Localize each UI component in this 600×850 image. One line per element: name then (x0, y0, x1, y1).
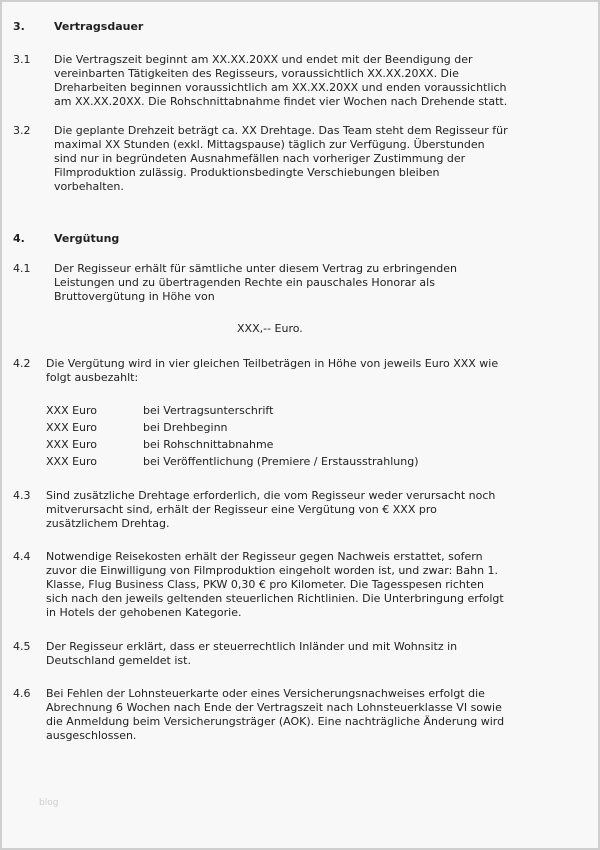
paragraph-p42 (46, 357, 498, 385)
payment-milestone: bei Drehbeginn (143, 421, 228, 434)
paragraph-number: 4.6 (13, 687, 31, 700)
section-4-title: Vergütung (54, 232, 120, 245)
payment-amount: XXX Euro (46, 455, 98, 468)
paragraph-p31 (54, 53, 507, 109)
section-4-number: 4. (13, 232, 25, 245)
paragraph-line: Dreharbeiten beginnen voraussichtlich am XX.XX.20XX und enden voraussichtlich (54, 81, 507, 94)
paragraph-line: Abrechnung 6 Wochen nach Ende der Vertragszeit nach Lohnsteuerklasse VI sowie (46, 701, 502, 714)
paragraph-line: die Anmeldung beim Versicherungsträger (AOK). Eine nachträgliche Änderung wird (46, 715, 505, 728)
payment-amount: XXX Euro (46, 404, 98, 417)
paragraph-number: 4.5 (13, 640, 31, 653)
section-3-title: Vertragsdauer (54, 20, 144, 33)
paragraph-line: Der Regisseur erhält für sämtliche unter diesem Vertrag zu erbringenden (54, 262, 457, 275)
paragraph-line: zusätzlichem Drehtag. (46, 517, 170, 530)
paragraph-line: Filmproduktion zulässig. Produktionsbedingte Verschiebungen bleiben (54, 166, 440, 179)
paragraph-line: mitverursacht sind, erhält der Regisseur eine Vergütung von € XXX pro (46, 503, 437, 516)
paragraph-number: 4.1 (13, 262, 31, 275)
paragraph-line: folgt ausbezahlt: (46, 371, 139, 384)
paragraph-line: Klasse, Flug Business Class, PKW 0,30 € pro Kilometer. Die Tagesspesen richten (46, 578, 484, 591)
paragraph-line: Die Vertragszeit beginnt am XX.XX.20XX und endet mit der Beendigung der (54, 53, 473, 66)
paragraph-line: am XX.XX.20XX. Die Rohschnittabnahme findet vier Wochen nach Drehende statt. (54, 95, 508, 108)
paragraph-p32 (54, 124, 508, 194)
paragraph-p44 (46, 550, 504, 620)
section-3-number: 3. (13, 20, 25, 33)
paragraph-number: 3.1 (13, 53, 31, 66)
payment-milestone: bei Vertragsunterschrift (143, 404, 274, 417)
paragraph-line: sind nur in begründeten Ausnahmefällen nach vorheriger Zustimmung der (54, 152, 466, 165)
paragraph-number: 4.4 (13, 550, 31, 563)
paragraph-number: 3.2 (13, 124, 31, 137)
paragraph-line: maximal XX Stunden (exkl. Mittagspause) täglich zur Verfügung. Überstunden (54, 138, 485, 151)
paragraph-p46 (46, 687, 504, 743)
watermark: blog (39, 798, 59, 808)
paragraph-line: Der Regisseur erklärt, dass er steuerrechtlich Inländer und mit Wohnsitz in (46, 640, 458, 653)
paragraph-line: in Hotels der gehobenen Kategorie. (46, 606, 242, 619)
paragraph-line: Sind zusätzliche Drehtage erforderlich, die vom Regisseur weder verursacht noch (46, 489, 496, 502)
paragraph-line: Die Vergütung wird in vier gleichen Teilbeträgen in Höhe von jeweils Euro XXX wie (46, 357, 499, 370)
payment-amount: XXX Euro (46, 421, 98, 434)
paragraph-line: vereinbarten Tätigkeiten des Regisseurs, voraussichtlich XX.XX.20XX. Die (54, 67, 459, 80)
paragraph-line: sich nach den jeweils geltenden steuerlichen Richtlinien. Die Unterbringung erfolgt (46, 592, 504, 605)
paragraph-line: Notwendige Reisekosten erhält der Regisseur gegen Nachweis erstattet, sofern (46, 550, 483, 563)
paragraph-line: Bruttovergütung in Höhe von (54, 290, 215, 303)
payment-milestone: bei Rohschnittabnahme (143, 438, 274, 451)
paragraph-line: Leistungen und zu übertragenden Rechte ein pauschales Honorar als (54, 276, 435, 289)
paragraph-p41 (54, 262, 457, 304)
paragraph-number: 4.2 (13, 357, 31, 370)
paragraph-line: Die geplante Drehzeit beträgt ca. XX Drehtage. Das Team steht dem Regisseur für (54, 124, 508, 137)
paragraph-line: ausgeschlossen. (46, 729, 137, 742)
paragraph-p43 (46, 489, 495, 531)
payment-amount: XXX Euro (46, 438, 98, 451)
paragraph-line: Bei Fehlen der Lohnsteuerkarte oder eines Versicherungsnachweises erfolgt die (46, 687, 485, 700)
paragraph-line: Deutschland gemeldet ist. (46, 654, 191, 667)
paragraph-p45 (46, 640, 457, 668)
payment-milestone: bei Veröffentlichung (Premiere / Erstausstrahlung) (143, 455, 419, 468)
honorar-amount: XXX,-- Euro. (237, 322, 303, 335)
paragraph-line: vorbehalten. (54, 180, 124, 193)
paragraph-number: 4.3 (13, 489, 31, 502)
paragraph-line: zuvor die Einwilligung von Filmproduktion eingeholt worden ist, und zwar: Bahn 1. (46, 564, 499, 577)
